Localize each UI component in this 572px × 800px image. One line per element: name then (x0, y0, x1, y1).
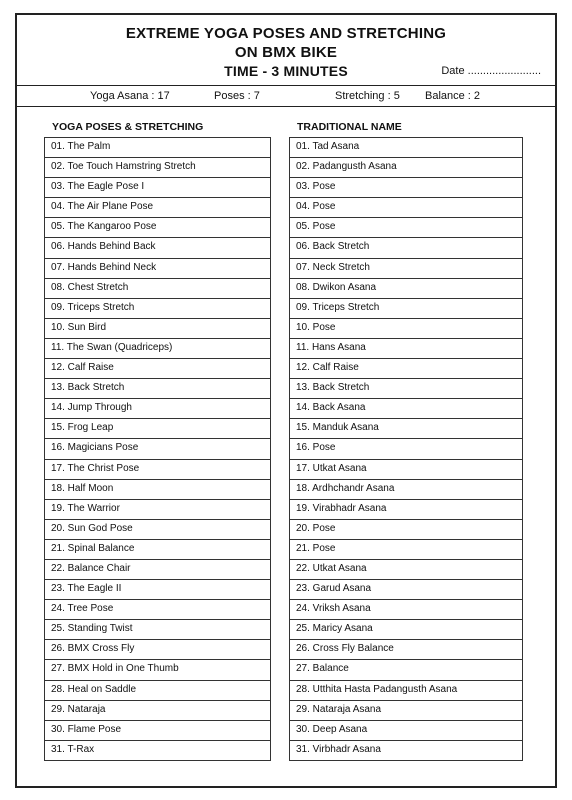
stat-yoga-asana: Yoga Asana : 17 (90, 90, 170, 102)
list-item: 09. Triceps Stretch (290, 299, 522, 319)
list-item: 29. Nataraja Asana (290, 701, 522, 721)
list-item: 07. Hands Behind Neck (45, 259, 270, 279)
list-item: 20. Pose (290, 520, 522, 540)
list-item: 09. Triceps Stretch (45, 299, 270, 319)
list-item: 05. Pose (290, 218, 522, 238)
stat-balance: Balance : 2 (425, 90, 481, 102)
list-item: 19. The Warrior (45, 500, 270, 520)
list-item: 28. Heal on Saddle (45, 681, 270, 701)
right-column-header: TRADITIONAL NAME (297, 121, 402, 133)
list-item: 10. Pose (290, 319, 522, 339)
list-item: 26. BMX Cross Fly (45, 640, 270, 660)
list-item: 31. T-Rax (45, 741, 270, 761)
list-item: 01. Tad Asana (290, 138, 522, 158)
list-item: 21. Spinal Balance (45, 540, 270, 560)
list-item: 29. Nataraja (45, 701, 270, 721)
list-item: 17. Utkat Asana (290, 460, 522, 480)
list-item: 13. Back Stretch (290, 379, 522, 399)
list-item: 28. Utthita Hasta Padangusth Asana (290, 681, 522, 701)
stats-bar (17, 85, 555, 107)
list-item: 02. Padangusth Asana (290, 158, 522, 178)
list-item: 16. Pose (290, 439, 522, 459)
list-item: 05. The Kangaroo Pose (45, 218, 270, 238)
list-item: 26. Cross Fly Balance (290, 640, 522, 660)
list-item: 21. Pose (290, 540, 522, 560)
list-item: 30. Deep Asana (290, 721, 522, 741)
date-field: Date ........................ (441, 65, 541, 77)
list-item: 04. The Air Plane Pose (45, 198, 270, 218)
list-item: 12. Calf Raise (45, 359, 270, 379)
stat-stretching: Stretching : 5 (335, 90, 400, 102)
list-item: 22. Balance Chair (45, 560, 270, 580)
list-item: 19. Virabhadr Asana (290, 500, 522, 520)
list-item: 22. Utkat Asana (290, 560, 522, 580)
time-label: TIME - 3 MINUTES (224, 63, 348, 79)
list-item: 24. Tree Pose (45, 600, 270, 620)
list-item: 06. Back Stretch (290, 238, 522, 258)
list-item: 31. Virbhadr Asana (290, 741, 522, 761)
list-item: 03. The Eagle Pose I (45, 178, 270, 198)
list-item: 14. Jump Through (45, 399, 270, 419)
worksheet (15, 13, 557, 788)
list-item: 13. Back Stretch (45, 379, 270, 399)
list-item: 24. Vriksh Asana (290, 600, 522, 620)
list-item: 15. Manduk Asana (290, 419, 522, 439)
list-item: 17. The Christ Pose (45, 460, 270, 480)
title-line-2: ON BMX BIKE (234, 44, 338, 61)
list-item: 01. The Palm (45, 138, 270, 158)
list-item: 11. The Swan (Quadriceps) (45, 339, 270, 359)
list-item: 15. Frog Leap (45, 419, 270, 439)
left-column-header: YOGA POSES & STRETCHING (52, 121, 204, 133)
list-item: 08. Dwikon Asana (290, 279, 522, 299)
traditional-names-list (289, 137, 523, 761)
poses-list (44, 137, 271, 761)
stat-poses: Poses : 7 (214, 90, 260, 102)
list-item: 14. Back Asana (290, 399, 522, 419)
list-item: 27. Balance (290, 660, 522, 680)
list-item: 07. Neck Stretch (290, 259, 522, 279)
list-item: 27. BMX Hold in One Thumb (45, 660, 270, 680)
list-item: 12. Calf Raise (290, 359, 522, 379)
list-item: 20. Sun God Pose (45, 520, 270, 540)
list-item: 10. Sun Bird (45, 319, 270, 339)
list-item: 25. Standing Twist (45, 620, 270, 640)
list-item: 08. Chest Stretch (45, 279, 270, 299)
list-item: 02. Toe Touch Hamstring Stretch (45, 158, 270, 178)
list-item: 11. Hans Asana (290, 339, 522, 359)
list-item: 23. Garud Asana (290, 580, 522, 600)
list-item: 25. Maricy Asana (290, 620, 522, 640)
list-item: 03. Pose (290, 178, 522, 198)
list-item: 18. Half Moon (45, 480, 270, 500)
list-item: 18. Ardhchandr Asana (290, 480, 522, 500)
title-line-1: EXTREME YOGA POSES AND STRETCHING (125, 25, 447, 42)
list-item: 16. Magicians Pose (45, 439, 270, 459)
list-item: 06. Hands Behind Back (45, 238, 270, 258)
list-item: 04. Pose (290, 198, 522, 218)
list-item: 23. The Eagle II (45, 580, 270, 600)
list-item: 30. Flame Pose (45, 721, 270, 741)
